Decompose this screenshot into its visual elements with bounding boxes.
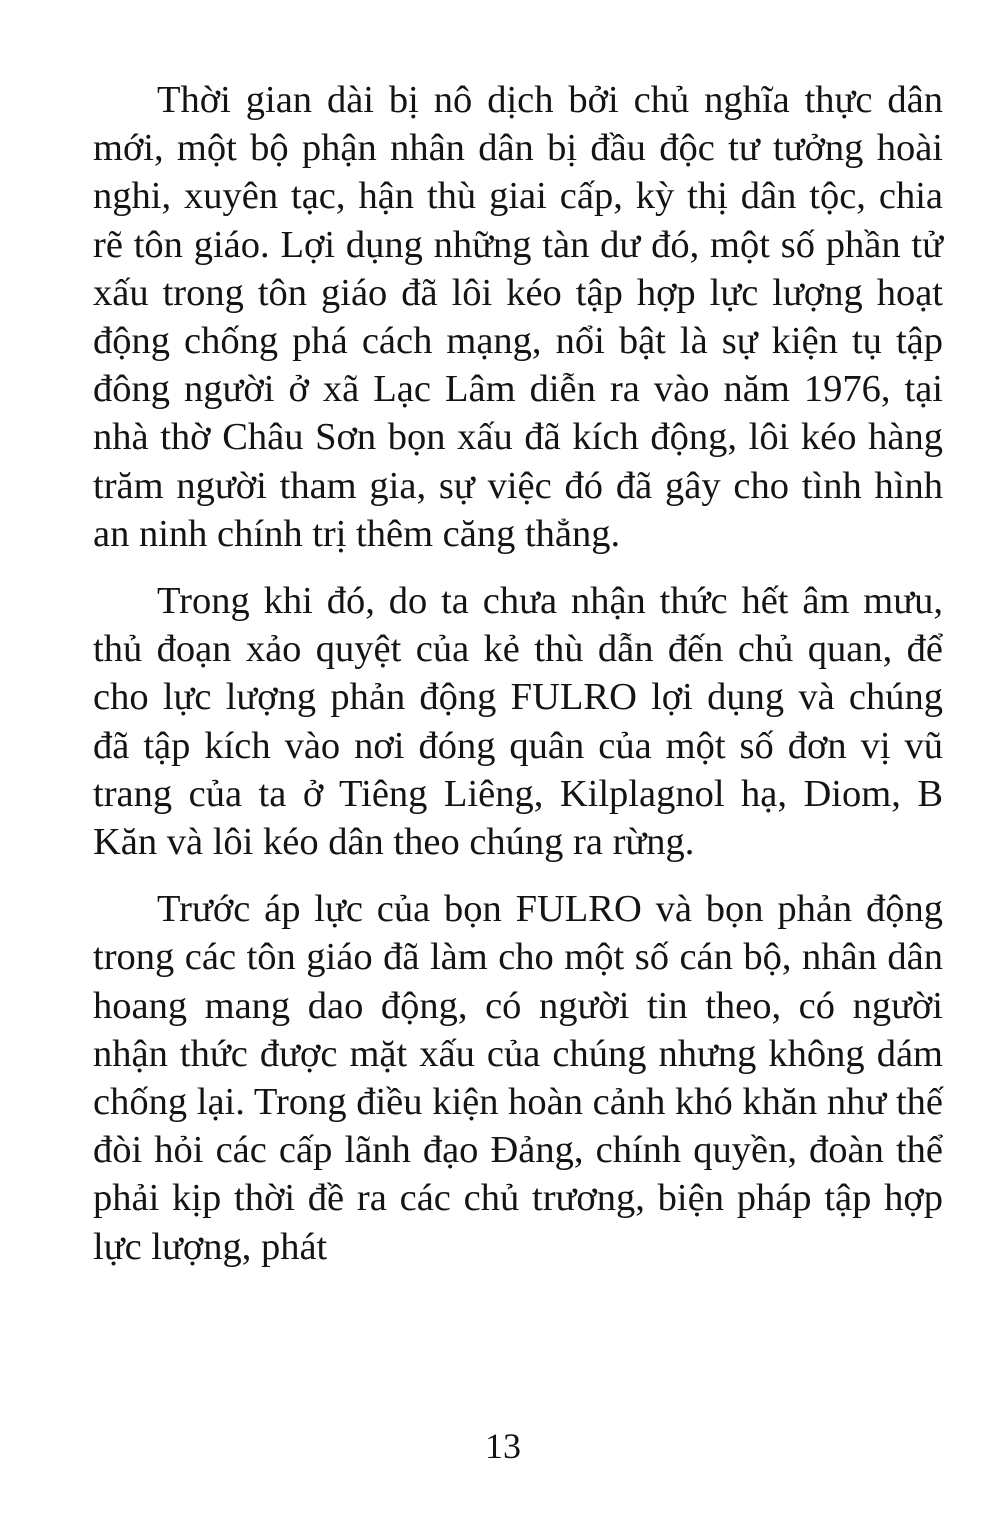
page-number: 13 <box>485 1426 521 1466</box>
paragraph-1: Thời gian dài bị nô dịch bởi chủ nghĩa thực dân mới, một bộ phận nhân dân bị đầu độc tư tưởng hoài nghi, xuyên tạc, hận thù giai cấp, kỳ thị dân tộc, chia rẽ tôn giáo. Lợi dụng những tàn dư đó, một số phần tử xấu trong tôn giáo đã lôi kéo tập hợp lực lượng hoạt động chống phá cách mạng, nổi bật là sự kiện tụ tập đông người ở xã Lạc Lâm diễn ra vào năm 1976, tại nhà thờ Châu Sơn bọn xấu đã kích động, lôi kéo hàng trăm người tham gia, sự việc đó đã gây cho tình hình an ninh chính trị thêm căng thẳng. <box>93 79 943 555</box>
body-text <box>93 76 943 1271</box>
paragraph-3: Trước áp lực của bọn FULRO và bọn phản động trong các tôn giáo đã làm cho một số cán bộ, nhân dân hoang mang dao động, có người tin theo, có người nhận thức được mặt xấu của chúng nhưng không dám chống lại. Trong điều kiện hoàn cảnh khó khăn như thế đòi hỏi các cấp lãnh đạo Đảng, chính quyền, đoàn thể phải kịp thời đề ra các chủ trương, biện pháp tập hợp lực lượng, phát <box>93 888 943 1268</box>
paragraph-2: Trong khi đó, do ta chưa nhận thức hết âm mưu, thủ đoạn xảo quyệt của kẻ thù dẫn đến chủ quan, để cho lực lượng phản động FULRO lợi dụng và chúng đã tập kích vào nơi đóng quân của một số đơn vị vũ trang của ta ở Tiêng Liêng, Kilplagnol hạ, Diom, B Kăn và lôi kéo dân theo chúng ra rừng. <box>93 580 943 864</box>
